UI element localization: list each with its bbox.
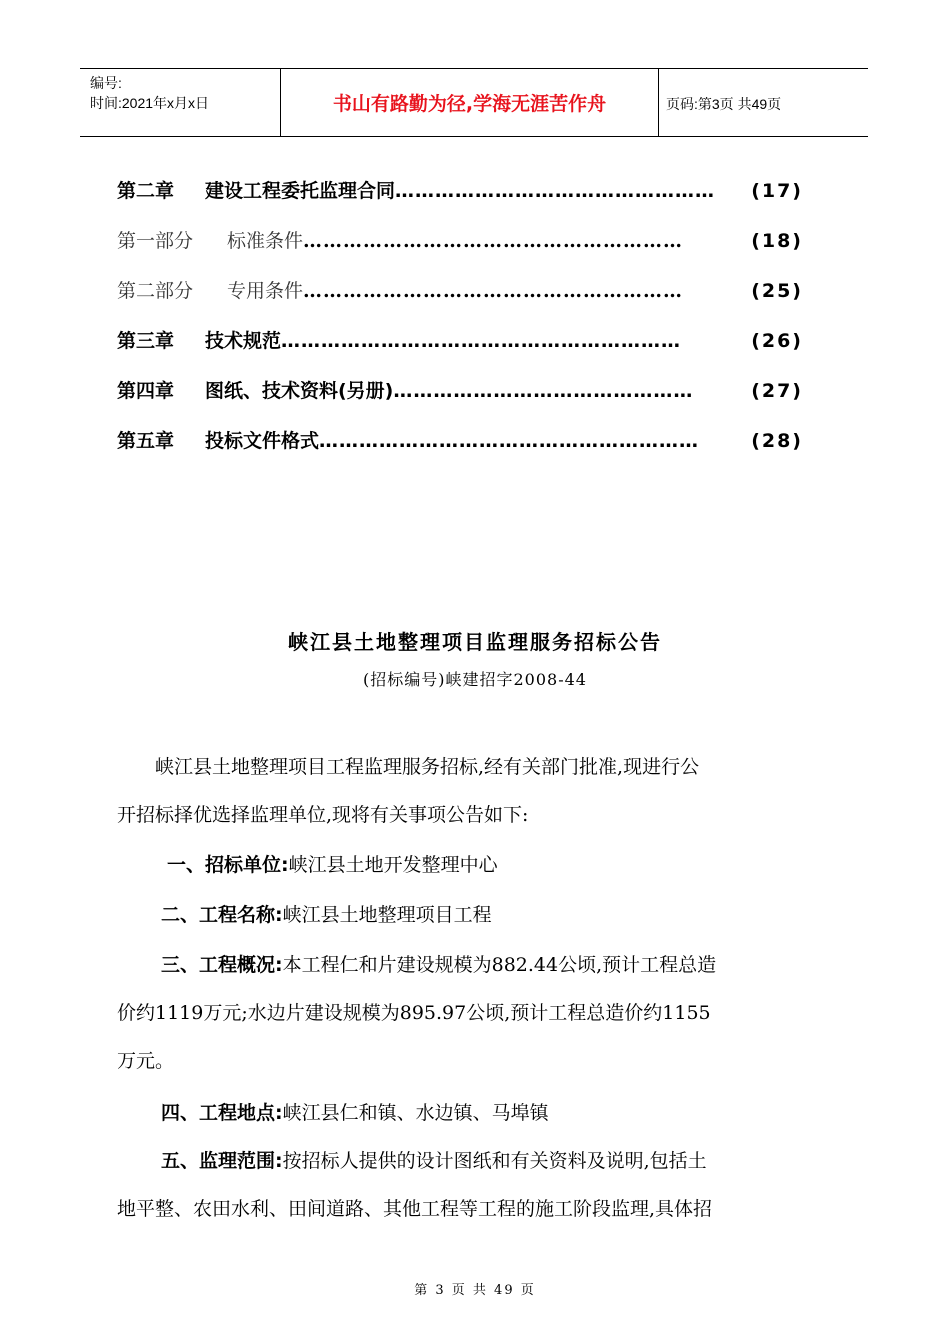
toc-title: 图纸、技术资料(另册) [205, 380, 394, 402]
item-text: 价约1119万元;水边片建设规模为895.97公顷,预计工程总造价约1155 [117, 1002, 711, 1024]
header-motto: 书山有路勤为径,学海无涯苦作舟 [332, 93, 607, 115]
toc-page: (18) [751, 230, 803, 252]
item-line [117, 941, 837, 989]
toc-page: (28) [751, 430, 803, 452]
header-meta [90, 73, 209, 113]
item-line [117, 841, 837, 889]
intro-line: 峡江县土地整理项目工程监理服务招标,经有关部门批准,现进行公 [155, 756, 700, 778]
toc-title: 标准条件 [227, 230, 304, 252]
toc-page: (26) [751, 330, 803, 352]
toc-leader: ……………………………………… [393, 380, 694, 402]
toc-page: (27) [751, 380, 803, 402]
toc-entry [117, 276, 803, 326]
toc-page: (25) [751, 280, 803, 302]
document-header [80, 68, 868, 137]
toc-entry [117, 326, 803, 376]
item-label: 一、招标单位: [167, 854, 289, 876]
item-label: 二、工程名称: [161, 904, 283, 926]
header-divider [658, 69, 659, 136]
toc-page: (17) [751, 180, 803, 202]
toc-chapter: 第二部分 [117, 280, 194, 302]
toc-chapter: 第一部分 [117, 230, 194, 252]
item-label: 三、工程概况: [161, 954, 283, 976]
item-text: 峡江县仁和镇、水边镇、马埠镇 [282, 1102, 549, 1124]
toc-title: 技术规范 [205, 330, 282, 352]
header-divider [280, 69, 281, 136]
toc-leader: ………………………………………………… [303, 280, 684, 302]
toc-chapter: 第二章 [117, 180, 175, 202]
toc-entry [117, 376, 803, 426]
toc-title: 投标文件格式 [205, 430, 320, 452]
item-line [117, 1137, 837, 1185]
toc-chapter: 第四章 [117, 380, 175, 402]
toc-leader: ………………………………………………… [303, 230, 684, 252]
toc-chapter: 第五章 [117, 430, 175, 452]
toc-title: 专用条件 [227, 280, 304, 302]
announcement-title: 峡江县土地整理项目监理服务招标公告 [288, 630, 662, 654]
item-line [117, 989, 837, 1037]
item-text: 峡江县土地开发整理中心 [288, 854, 498, 876]
toc-title: 建设工程委托监理合同 [205, 180, 396, 202]
item-line [117, 1037, 837, 1085]
item-text: 峡江县土地整理项目工程 [282, 904, 492, 926]
announcement-subtitle: (招标编号)峡建招字2008-44 [363, 670, 587, 689]
header-time-label: 时间:2021年x月x日 [90, 95, 210, 111]
announcement-items [117, 841, 837, 1233]
toc-leader: ………………………………………… [395, 180, 716, 202]
announcement-intro [117, 743, 837, 839]
item-label: 四、工程地点: [161, 1102, 283, 1124]
toc-chapter: 第三章 [117, 330, 175, 352]
toc-leader: …………………………………………………… [281, 330, 682, 352]
header-number-label: 编号: [90, 75, 122, 91]
toc-entry [117, 226, 803, 276]
intro-line: 开招标择优选择监理单位,现将有关事项公告如下: [117, 804, 529, 826]
item-label: 五、监理范围: [161, 1150, 283, 1172]
toc-entry [117, 426, 803, 476]
toc-leader: ………………………………………………… [319, 430, 700, 452]
toc-entry [117, 176, 803, 226]
item-line [117, 891, 837, 939]
item-text: 本工程仁和片建设规模为882.44公顷,预计工程总造 [282, 954, 717, 976]
page-footer: 第 3 页 共 49 页 [414, 1283, 536, 1298]
item-text: 按招标人提供的设计图纸和有关资料及说明,包括土 [282, 1150, 707, 1172]
item-line [117, 1089, 837, 1137]
header-page-info: 页码:第3页 共49页 [666, 96, 782, 112]
item-line [117, 1185, 837, 1233]
item-text: 地平整、农田水利、田间道路、其他工程等工程的施工阶段监理,具体招 [117, 1198, 713, 1220]
item-text: 万元。 [117, 1050, 175, 1072]
table-of-contents [117, 176, 803, 476]
